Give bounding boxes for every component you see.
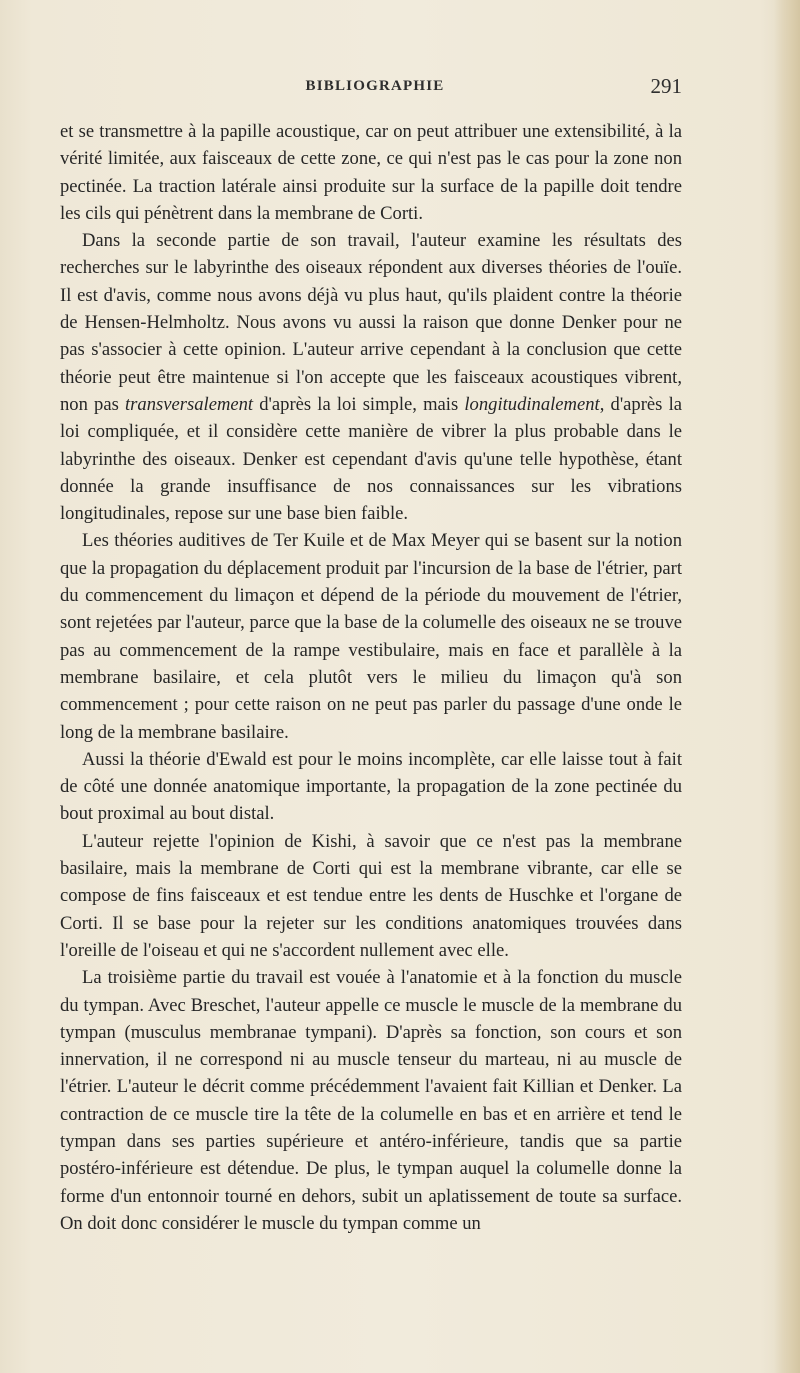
paragraph-text: , d'après la loi compliquée, et il considère cette manière de vibrer la plus probable dans le labyrinthe des oiseaux. Denker est cependant d'avis qu'une telle hypothèse, étant donnée la grande insuffisance de nos connaissances sur les vibrations longitudinales, repose sur une base bien faible. [60,393,682,525]
emphasis-transversalement: transversalement [125,393,254,415]
body-text [60,118,682,1237]
page-number: 291 [650,74,682,98]
paragraph-text: Dans la seconde partie de son travail, l'auteur examine les résultats des recherches sur le labyrinthe des oiseaux répondent aux diverses théories de l'ouïe. Il est d'avis, comme nous avons déjà vu plus haut, qu'ils plaident contre la théorie de Hensen-Helmholtz. Nous avons vu aussi la raison que donne Denker pour ne pas s'associer à cette opinion. L'auteur arrive cependant à la conclusion que cette théorie peut être maintenue si l'on accepte que les faisceaux acoustiques vibrent, non pas [60,230,682,415]
paragraph-theories-of-hearing [60,227,682,527]
paragraph-text: d'après la loi simple, mais [253,393,465,415]
paragraph-ter-kuile-meyer: Les théories auditives de Ter Kuile et de Max Meyer qui se basent sur la notion que la propagation du déplacement produit par l'incursion de la base de l'étrier, part du commencement du limaçon et dépend de la période du mouvement de l'étrier, sont rejetées par l'auteur, parce que la base de la columelle des oiseaux ne se trouve pas au commencement de la rampe vestibulaire, mais en face et parallèle à la membrane basilaire, et cela plutôt vers le milieu du limaçon qu'à son commencement ; pour cette raison on ne peut pas parler du passage d'une onde le long de la membrane basilaire. [60,530,682,743]
page-edge-shadow [774,0,800,1373]
paragraph-tympan-muscle: La troisième partie du travail est vouée à l'anatomie et à la fonction du muscle du tympan. Avec Breschet, l'auteur appelle ce muscle le muscle de la membrane du tympan (musculus membranae tympani). D'après sa fonction, son cours et son innervation, il ne correspond ni au muscle tenseur du marteau, ni au muscle de l'étrier. L'auteur le décrit comme précédemment l'avaient fait Killian et Denker. La contraction de ce muscle tire la tête de la columelle en bas et en arrière et tend le tympan dans ses parties supérieure et antéro-inférieure, tandis que sa partie postéro-inférieure est détendue. De plus, le tympan auquel la columelle donne la forme d'un entonnoir tourné en dehors, subit un aplatissement de toute sa surface. On doit donc considérer le muscle du tympan comme un [60,967,682,1234]
emphasis-longitudinalement: longitudinalement [464,393,600,415]
page-header [60,74,690,104]
running-head: BIBLIOGRAPHIE [305,78,445,94]
paragraph-continuation: et se transmettre à la papille acoustique, car on peut attribuer une extensibilité, à la vérité limitée, aux faisceaux de cette zone, ce qui n'est pas le cas pour la zone non pectinée. La traction latérale ainsi produite sur la surface de la papille doit tendre les cils qui pénètrent dans la membrane de Corti. [60,121,682,224]
paragraph-ewald: Aussi la théorie d'Ewald est pour le moins incomplète, car elle laisse tout à fait de côté une donnée anatomique importante, la propagation de la zone pectinée du bout proximal au bout distal. [60,748,682,825]
paragraph-kishi: L'auteur rejette l'opinion de Kishi, à savoir que ce n'est pas la membrane basilaire, mais la membrane de Corti qui est la membrane vibrante, car elle se compose de fins faisceaux et est tendue entre les dents de Huschke et l'organe de Corti. Il se base pour la rejeter sur les conditions anatomiques trouvées dans l'oreille de l'oiseau et qui ne s'accordent nullement avec elle. [60,830,682,961]
